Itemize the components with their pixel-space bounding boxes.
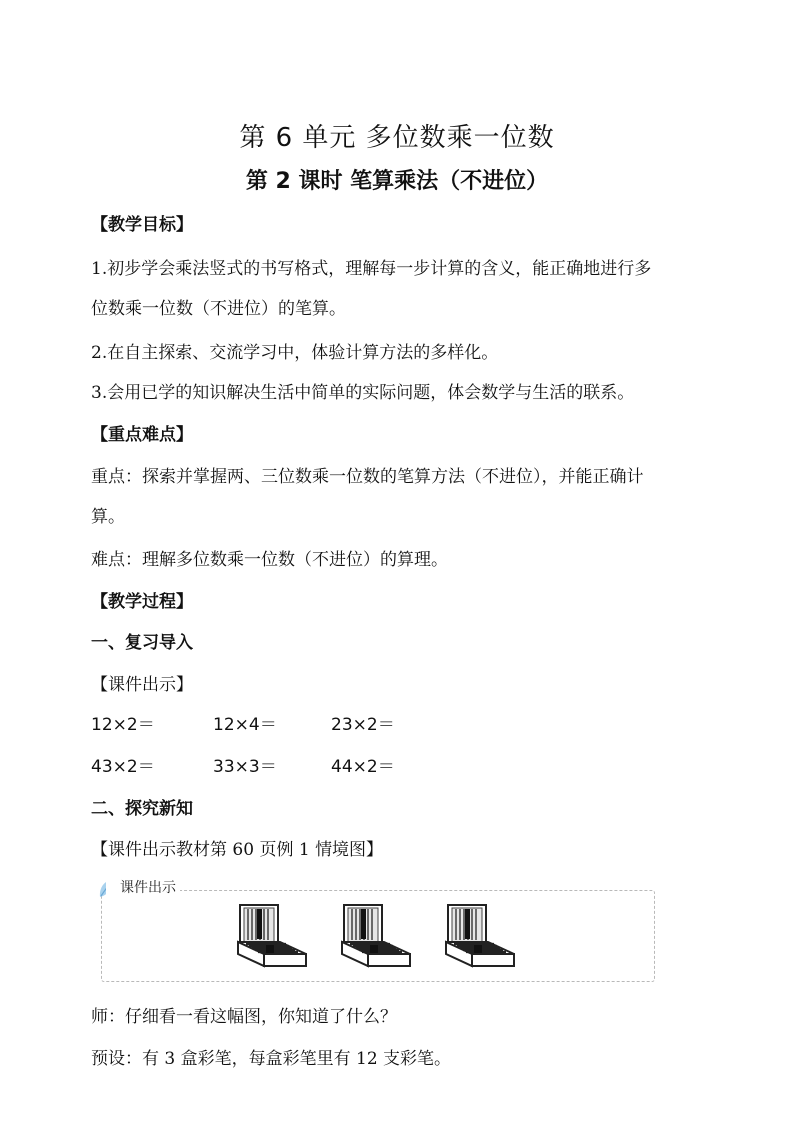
courseware-label-2: 【课件出示教材第 60 页例 1 情境图】 xyxy=(91,840,384,860)
courseware-label-1: 【课件出示】 xyxy=(91,675,193,695)
objectives-heading: 【教学目标】 xyxy=(91,215,193,235)
key-point-line-2: 算。 xyxy=(91,507,125,527)
equation-1: 12×2＝ xyxy=(91,715,155,735)
unit-title: 第 6 单元 多位数乘一位数 xyxy=(239,123,555,153)
key-point-line-1: 重点：探索并掌握两、三位数乘一位数的笔算方法（不进位），并能正确计 xyxy=(91,467,644,487)
objective-3: 3.会用已学的知识解决生活中简单的实际问题，体会数学与生活的联系。 xyxy=(91,383,635,403)
equation-6: 44×2＝ xyxy=(331,757,395,777)
equation-4: 43×2＝ xyxy=(91,757,155,777)
equation-5: 33×3＝ xyxy=(213,757,277,777)
equation-3: 23×2＝ xyxy=(331,715,395,735)
objective-1-line-2: 位数乘一位数（不进位）的笔算。 xyxy=(91,299,346,319)
difficulty-point: 难点：理解多位数乘一位数（不进位）的算理。 xyxy=(91,550,448,570)
section-review: 一、复习导入 xyxy=(91,633,193,653)
equation-2: 12×4＝ xyxy=(213,715,277,735)
key-points-heading: 【重点难点】 xyxy=(91,425,193,445)
pen-box-icon xyxy=(236,902,308,970)
pen-box-icon xyxy=(444,902,516,970)
figure-label: 课件出示 xyxy=(106,877,180,897)
preset-answer: 预设：有 3 盒彩笔，每盒彩笔里有 12 支彩笔。 xyxy=(91,1049,452,1069)
process-heading: 【教学过程】 xyxy=(91,592,193,612)
objective-2: 2.在自主探索、交流学习中，体验计算方法的多样化。 xyxy=(91,343,499,363)
lesson-title: 第 2 课时 笔算乘法（不进位） xyxy=(245,169,549,194)
objective-1-line-1: 1.初步学会乘法竖式的书写格式，理解每一步计算的含义，能正确地进行多 xyxy=(91,259,652,279)
section-explore: 二、探究新知 xyxy=(91,799,193,819)
teacher-question: 师：仔细看一看这幅图，你知道了什么？ xyxy=(91,1007,397,1027)
pen-box-icon xyxy=(340,902,412,970)
